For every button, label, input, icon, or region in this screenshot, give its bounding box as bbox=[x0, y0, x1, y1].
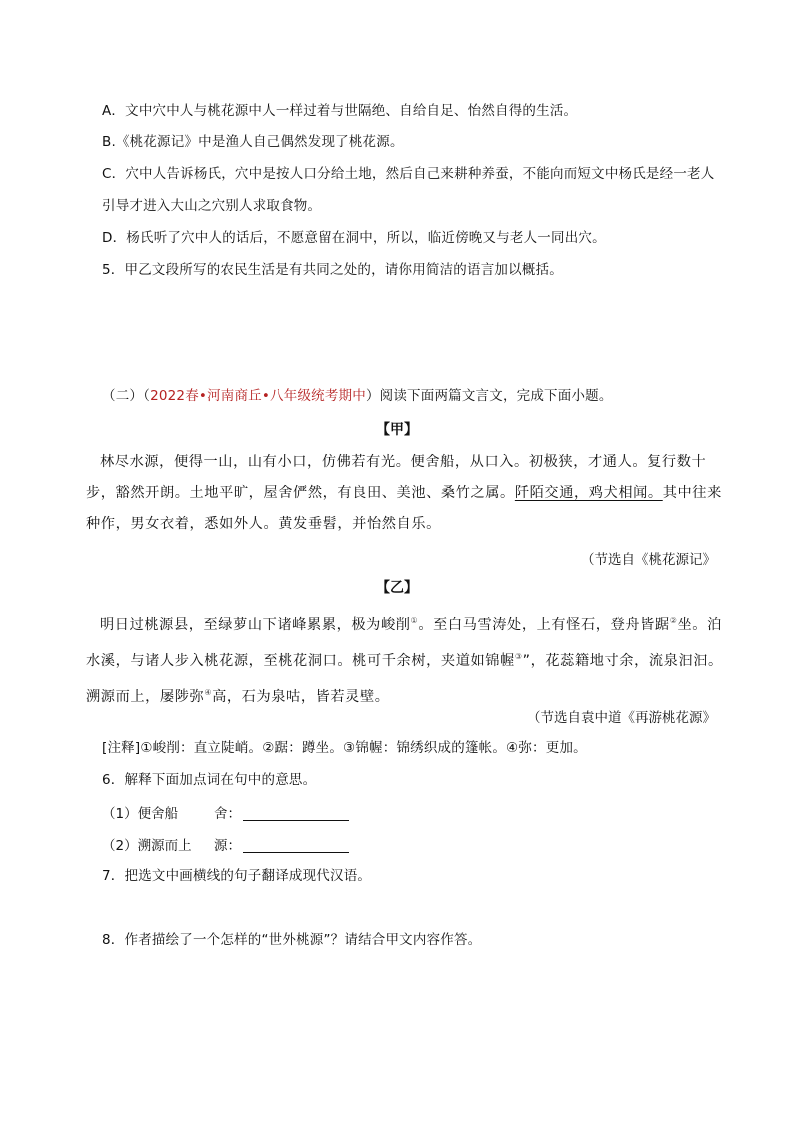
question-7: 7．把选文中画横线的句子翻译成现代汉语。 bbox=[102, 868, 372, 884]
option-c-line2: 引导才进入大山之穴别人求取食物。 bbox=[102, 198, 322, 214]
passage-yi-text3: 坐。泊水溪，与诸人步入桃花源，至桃花洞口。桃可千余树，夹道如锦幄 bbox=[86, 617, 722, 669]
section-suffix: ）阅读下面两篇文言文，完成下面小题。 bbox=[365, 388, 613, 404]
source-yi: （节选自袁中道《再游桃花源》 bbox=[527, 710, 716, 726]
section-two-intro bbox=[102, 386, 613, 406]
passage-yi-text5: 高，石为泉咕，皆若灵壁。 bbox=[212, 689, 390, 705]
passage-jia bbox=[86, 447, 726, 540]
option-a: A．文中穴中人与桃花源中人一样过着与世隔绝、自给自足、怡然自得的生活。 bbox=[102, 103, 578, 119]
option-d: D．杨氏听了穴中人的话后，不愿意留在洞中，所以，临近傍晚又与老人一同出穴。 bbox=[102, 230, 606, 246]
passage-yi-text2: 。至白马雪涛处，上有怪石，登舟皆踞 bbox=[418, 617, 670, 633]
note-ref-3: ③ bbox=[514, 652, 523, 661]
question-5: 5．甲乙文段所写的农民生活是有共同之处的，请你用简洁的语言加以概括。 bbox=[102, 262, 563, 278]
heading-yi: 【乙】 bbox=[376, 580, 418, 596]
item-1-label: （1）便舍船 bbox=[102, 806, 179, 822]
item-2-answer-label: 源： bbox=[214, 838, 241, 854]
question-8: 8．作者描绘了一个怎样的“世外桃源”？请结合甲文内容作答。 bbox=[102, 932, 482, 948]
passage-jia-text2: 其中往来种作，男女衣着，悉如外人。黄发垂髫，并怡然自乐。 bbox=[86, 485, 722, 532]
option-b: B.《桃花源记》中是渔人自己偶然发现了桃花源。 bbox=[102, 134, 404, 150]
answer-blank-1[interactable] bbox=[243, 806, 349, 821]
question-6-item-1 bbox=[102, 802, 349, 822]
note-ref-1: ① bbox=[410, 616, 419, 625]
underlined-sentence: 阡陌交通，鸡犬相闻。 bbox=[514, 485, 663, 501]
heading-jia: 【甲】 bbox=[376, 422, 418, 438]
passage-yi-text1: 明日过桃源县，至绿萝山下诸峰累累，极为峻削 bbox=[100, 617, 411, 633]
passage-yi bbox=[86, 605, 726, 713]
question-6: 6．解释下面加点词在句中的意思。 bbox=[102, 772, 317, 788]
item-1-answer-label: 舍： bbox=[214, 806, 241, 822]
note-ref-4: ④ bbox=[204, 688, 213, 697]
source-jia: （节选自《桃花源记》 bbox=[581, 552, 716, 568]
answer-blank-2[interactable] bbox=[243, 838, 349, 853]
item-2-label: （2）溯源而上 bbox=[102, 838, 192, 854]
passage-jia-text1: 林尽水源，便得一山，山有小口，仿佛若有光。便舍船，从口入。初极狭，才通人。复行数十步，豁然开朗。土地平旷，屋舍俨然，有良田、美池、桑竹之属。 bbox=[86, 454, 707, 501]
exam-source: 2022春•河南商丘•八年级统考期中 bbox=[150, 388, 366, 404]
question-6-item-2 bbox=[102, 834, 349, 854]
section-prefix: （二）（ bbox=[102, 388, 151, 404]
annotations: [注释]①峻削：直立陡峭。②踞：蹲坐。③锦幄：锦绣织成的篷帐。④弥：更加。 bbox=[102, 740, 587, 756]
passage-yi-text4: ”，花蕊籍地寸余，流泉汩汩。溯源而上，屡陟弥 bbox=[86, 653, 723, 705]
note-ref-2: ② bbox=[669, 616, 678, 625]
option-c-line1: C．穴中人告诉杨氏，穴中是按人口分给土地，然后自己来耕种养蚕，不能向而短文中杨氏是经一老人 bbox=[102, 166, 715, 182]
